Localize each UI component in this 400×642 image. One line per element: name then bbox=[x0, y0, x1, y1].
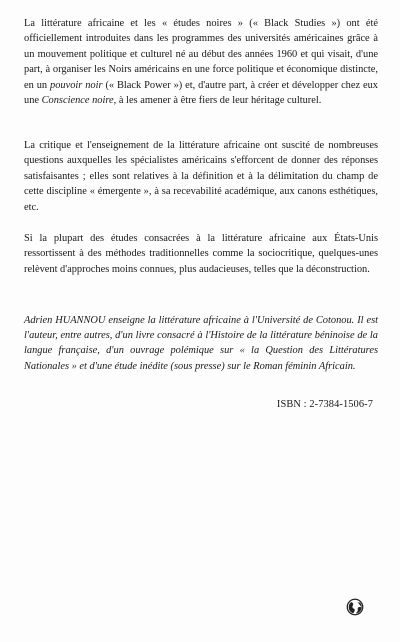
conscience-noire-term: Conscience noire bbox=[41, 95, 114, 107]
isbn-number: ISBN : 2-7384-1506-7 bbox=[276, 399, 373, 410]
author-bio: Adrien HUANNOU enseigne la littérature africaine à l'Université de Cotonou. Il est l'auteur, entre autres, d'un livre consacré à l'Histoire de la littérature béninoise de la langue française, d'un ouvrage polémique sur « la Question des Littératures Nationales » et d'une étude inédite (sous presse) sur le Roman féminin Africain. bbox=[24, 315, 378, 372]
pouvoir-noir-term: pouvoir noir bbox=[50, 79, 103, 91]
paragraph-critique: La critique et l'enseignement de la littérature africaine ont suscité de nombreuses questions auxquelles les spécialistes américains s'efforcent de donner des réponses satisfaisantes ; elles sont relatives à la définition et à la délimitation du champ de cette discipline « émergente », à sa recevabilité académique, aux canons esthétiques, etc. bbox=[24, 140, 378, 213]
paragraph-intro-part-3: (« Black Power ») et, d'autre part, à créer et développer chez eux une bbox=[24, 79, 379, 107]
paragraph-intro-part-5: , à les amener à être fiers de leur héritage culturel. bbox=[113, 95, 322, 107]
paragraph-intro bbox=[24, 16, 378, 108]
paragraph-intro-part-1: La littérature africaine et les « études noires » (« Black Studies ») ont été officiellement introduites dans les programmes des universités américaines grâce à un mouvement politique et culturel né au début des années 1960 et qui visait, d'une part, à organiser les Noirs américains en une force politique et économique distincte, en un bbox=[24, 18, 378, 91]
paragraph-methods: Si la plupart des études consacrées à la littérature africaine aux États-Unis ressortissent à des méthodes traditionnelles comme la sociocritique, quelques-unes relèvent d'approches moins connues, plus audacieuses, telles que la déconstruction. bbox=[24, 233, 378, 275]
globe-icon bbox=[346, 598, 364, 616]
